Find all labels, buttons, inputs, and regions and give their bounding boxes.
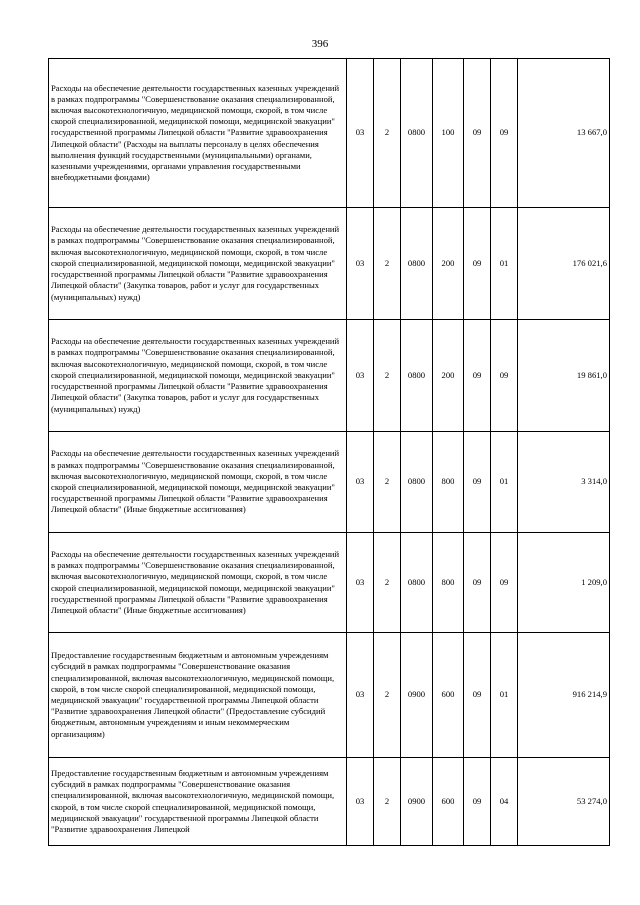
row-code-6: 01 xyxy=(491,208,518,320)
row-code-1: 03 xyxy=(347,59,374,208)
row-description: Предоставление государственным бюджетным и автономным учреждениям субсидий в рамках подпрограммы "Совершенствование оказания специализированной, включая высокотехнологичную, медицинской помощи, скорой, в том числе скорой специализированной, медицинской помощи, медицинской эвакуации" государственной программы Липецкой области "Развитие здравоохранения Липецкой области" (Предоставление субсидий бюджетным, автономным учреждениям и иным некоммерческим организациям) xyxy=(49,633,347,758)
row-code-6: 01 xyxy=(491,633,518,758)
table-row xyxy=(49,432,610,533)
row-code-6: 09 xyxy=(491,59,518,208)
row-description: Расходы на обеспечение деятельности государственных казенных учреждений в рамках подпрограммы "Совершенствование оказания специализированной, включая высокотехнологичную, медицинской помощи, скорой, в том числе скорой специализированной, медицинской помощи, медицинской эвакуации" государственной программы Липецкой области "Развитие здравоохранения Липецкой области" (Иные бюджетные ассигнования) xyxy=(49,432,347,533)
row-code-6: 04 xyxy=(491,758,518,846)
row-code-2: 2 xyxy=(374,59,401,208)
row-amount: 19 861,0 xyxy=(518,320,610,432)
row-code-3: 0900 xyxy=(401,633,433,758)
row-code-4: 800 xyxy=(433,533,464,633)
row-code-4: 200 xyxy=(433,320,464,432)
row-code-1: 03 xyxy=(347,432,374,533)
row-code-5: 09 xyxy=(464,320,491,432)
row-code-3: 0800 xyxy=(401,320,433,432)
row-code-4: 200 xyxy=(433,208,464,320)
row-code-1: 03 xyxy=(347,320,374,432)
row-amount: 916 214,9 xyxy=(518,633,610,758)
row-code-1: 03 xyxy=(347,533,374,633)
row-code-1: 03 xyxy=(347,758,374,846)
budget-table xyxy=(48,58,610,846)
row-code-2: 2 xyxy=(374,320,401,432)
row-amount: 3 314,0 xyxy=(518,432,610,533)
row-code-6: 09 xyxy=(491,320,518,432)
row-code-2: 2 xyxy=(374,758,401,846)
row-code-2: 2 xyxy=(374,633,401,758)
row-code-4: 600 xyxy=(433,633,464,758)
row-amount: 176 021,6 xyxy=(518,208,610,320)
row-code-2: 2 xyxy=(374,533,401,633)
row-code-3: 0800 xyxy=(401,59,433,208)
row-code-4: 800 xyxy=(433,432,464,533)
row-description: Предоставление государственным бюджетным и автономным учреждениям субсидий в рамках подпрограммы "Совершенствование оказания специализированной, включая высокотехнологичную, медицинской помощи, скорой, в том числе скорой специализированной, медицинской помощи, медицинской эвакуации" государственной программы Липецкой области "Развитие здравоохранения Липецкой xyxy=(49,758,347,846)
row-amount: 1 209,0 xyxy=(518,533,610,633)
row-code-3: 0800 xyxy=(401,432,433,533)
row-code-3: 0900 xyxy=(401,758,433,846)
row-code-3: 0800 xyxy=(401,208,433,320)
table-row xyxy=(49,320,610,432)
row-description: Расходы на обеспечение деятельности государственных казенных учреждений в рамках подпрограммы "Совершенствование оказания специализированной, включая высокотехнологичную, медицинской помощи, скорой, в том числе скорой специализированной, медицинской помощи, медицинской эвакуации" государственной программы Липецкой области "Развитие здравоохранения Липецкой области" (Иные бюджетные ассигнования) xyxy=(49,533,347,633)
row-code-6: 01 xyxy=(491,432,518,533)
page-number: 396 xyxy=(311,38,329,50)
row-code-5: 09 xyxy=(464,533,491,633)
row-amount: 53 274,0 xyxy=(518,758,610,846)
row-code-5: 09 xyxy=(464,432,491,533)
row-amount: 13 667,0 xyxy=(518,59,610,208)
row-code-5: 09 xyxy=(464,59,491,208)
table-body xyxy=(49,59,610,846)
table-row xyxy=(49,59,610,208)
row-code-5: 09 xyxy=(464,208,491,320)
row-code-2: 2 xyxy=(374,208,401,320)
row-code-4: 600 xyxy=(433,758,464,846)
row-code-1: 03 xyxy=(347,208,374,320)
row-code-6: 09 xyxy=(491,533,518,633)
row-description: Расходы на обеспечение деятельности государственных казенных учреждений в рамках подпрограммы "Совершенствование оказания специализированной, включая высокотехнологичную, медицинской помощи, скорой, в том числе скорой специализированной, медицинской помощи, медицинской эвакуации" государственной программы Липецкой области "Развитие здравоохранения Липецкой области" (Закупка товаров, работ и услуг для государственных (муниципальных) нужд) xyxy=(49,208,347,320)
table-row xyxy=(49,208,610,320)
row-description: Расходы на обеспечение деятельности государственных казенных учреждений в рамках подпрограммы "Совершенствование оказания специализированной, включая высокотехнологичную, медицинской помощи, скорой, в том числе скорой специализированной, медицинской помощи, медицинской эвакуации" государственной программы Липецкой области "Развитие здравоохранения Липецкой области" (Расходы на выплаты персоналу в целях обеспечения выполнения функций государственными (муниципальными) органами, казенными учреждениями, органами управления государственными внебюджетными фондами) xyxy=(49,59,347,208)
table-row xyxy=(49,758,610,846)
row-code-3: 0800 xyxy=(401,533,433,633)
row-code-2: 2 xyxy=(374,432,401,533)
row-code-5: 09 xyxy=(464,758,491,846)
row-code-1: 03 xyxy=(347,633,374,758)
row-code-4: 100 xyxy=(433,59,464,208)
table-row xyxy=(49,533,610,633)
row-description: Расходы на обеспечение деятельности государственных казенных учреждений в рамках подпрограммы "Совершенствование оказания специализированной, включая высокотехнологичную, медицинской помощи, скорой, в том числе скорой специализированной, медицинской помощи, медицинской эвакуации" государственной программы Липецкой области "Развитие здравоохранения Липецкой области" (Закупка товаров, работ и услуг для государственных (муниципальных) нужд) xyxy=(49,320,347,432)
row-code-5: 09 xyxy=(464,633,491,758)
table-row xyxy=(49,633,610,758)
